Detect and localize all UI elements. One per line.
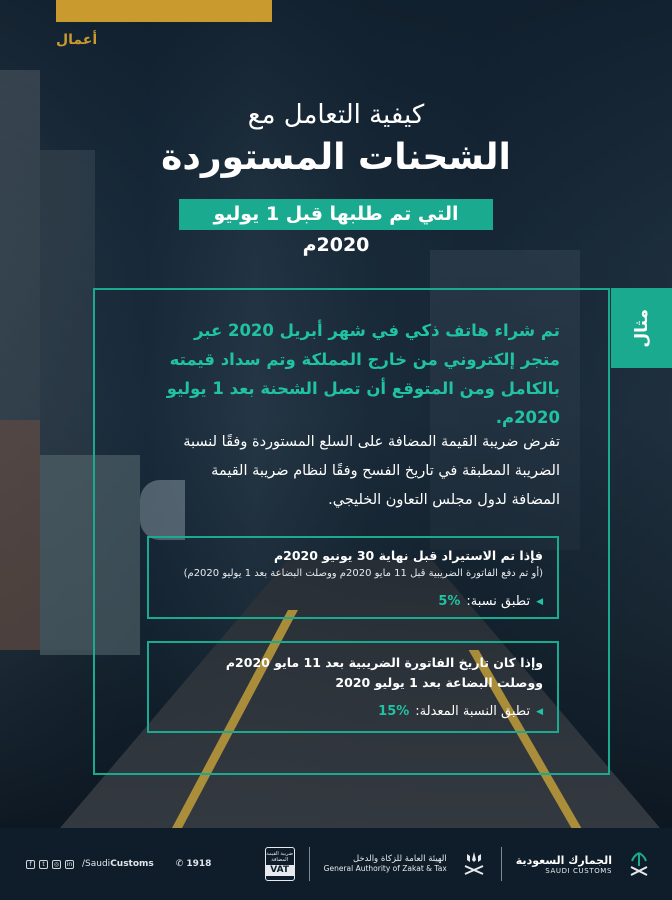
case-1-note: (أو تم دفع الفاتورة الضريبية قبل 11 مايو 2020م ووصلت البضاعة بعد 1 يوليو 2020م) [183, 568, 543, 579]
example-tab-label: مثال [631, 308, 652, 348]
case-1-rate-label: تطبق نسبة: [466, 594, 531, 609]
title-line-1: كيفية التعامل مع [247, 100, 425, 130]
twitter-icon[interactable]: t [39, 860, 48, 869]
case-1-rate [438, 594, 543, 609]
instagram-icon[interactable]: ◎ [53, 860, 60, 868]
triangle-icon: ◀ [536, 596, 543, 607]
title-line-2: الشحنات المستوردة [161, 137, 511, 178]
case-2-heading-1: وإذا كان تاريخ الفاتورة الضريبية بعد 11 مايو 2020م [225, 655, 543, 670]
saudi-customs-logo [516, 854, 612, 875]
example-tab [611, 288, 672, 368]
case-2-rate [378, 704, 543, 719]
footer-divider [501, 847, 502, 881]
facebook-icon[interactable]: f [26, 860, 35, 869]
saudi-emblem-icon [461, 850, 487, 878]
case-2-rate-label: تطبق النسبة المعدلة: [415, 704, 531, 719]
top-accent-bar [56, 0, 272, 22]
case-1-heading: فإذا تم الاستيراد قبل نهاية 30 يونيو 2020م [273, 548, 543, 563]
phone-value: 1918 [186, 859, 212, 869]
case-1-rate-value: 5% [438, 594, 461, 609]
vat-logo-text: ضريبة القيمة المضافة [266, 851, 293, 863]
case-before-july [147, 536, 559, 619]
example-lead: تم شراء هاتف ذكي في شهر أبريل 2020 عبر متجر إلكتروني من خارج المملكة وتم سداد قيمته بالكامل ومن المتوقع أن تصل الشحنة بعد 1 يوليو 2020م. [166, 321, 560, 427]
zakat-name-en: General Authority of Zakat & Tax [323, 864, 447, 873]
zakat-name-ar: الهيئة العامة للزكاة والدخل [352, 854, 447, 864]
palm-swords-icon [626, 850, 652, 878]
phone-number[interactable] [176, 859, 212, 869]
customs-name-ar: الجمارك السعودية [515, 853, 612, 867]
footer [0, 828, 672, 900]
footer-logos [265, 828, 652, 900]
phone-icon: ✆ [175, 859, 184, 869]
case-after-may [147, 641, 559, 733]
vat-logo [265, 847, 295, 881]
zakat-authority-logo [324, 854, 447, 874]
social-handle[interactable] [82, 859, 154, 869]
triangle-icon: ◀ [536, 706, 543, 717]
handle-bold: Customs [110, 859, 154, 869]
case-2-heading-2: ووصلت البضاعة بعد 1 يوليو 2020 [335, 675, 543, 690]
handle-prefix: /Saudi [82, 859, 111, 869]
customs-name-en: SAUDI CUSTOMS [545, 866, 612, 875]
category-label: أعمال [56, 32, 98, 48]
footer-divider [309, 847, 310, 881]
case-2-rate-value: 15% [378, 704, 410, 719]
subtitle-banner: التي تم طلبها قبل 1 يوليو 2020م [179, 199, 493, 230]
footer-contacts [26, 859, 211, 869]
vat-logo-abbr: VAT [266, 865, 294, 876]
example-body: تفرض ضريبة القيمة المضافة على السلع المستوردة وفقًا لنسبة الضريبة المطبقة في تاريخ الفسح وفقًا لنظام ضريبة القيمة المضافة لدول مجلس التعاون الخليجي. [183, 434, 560, 508]
linkedin-icon[interactable]: in [66, 860, 73, 868]
